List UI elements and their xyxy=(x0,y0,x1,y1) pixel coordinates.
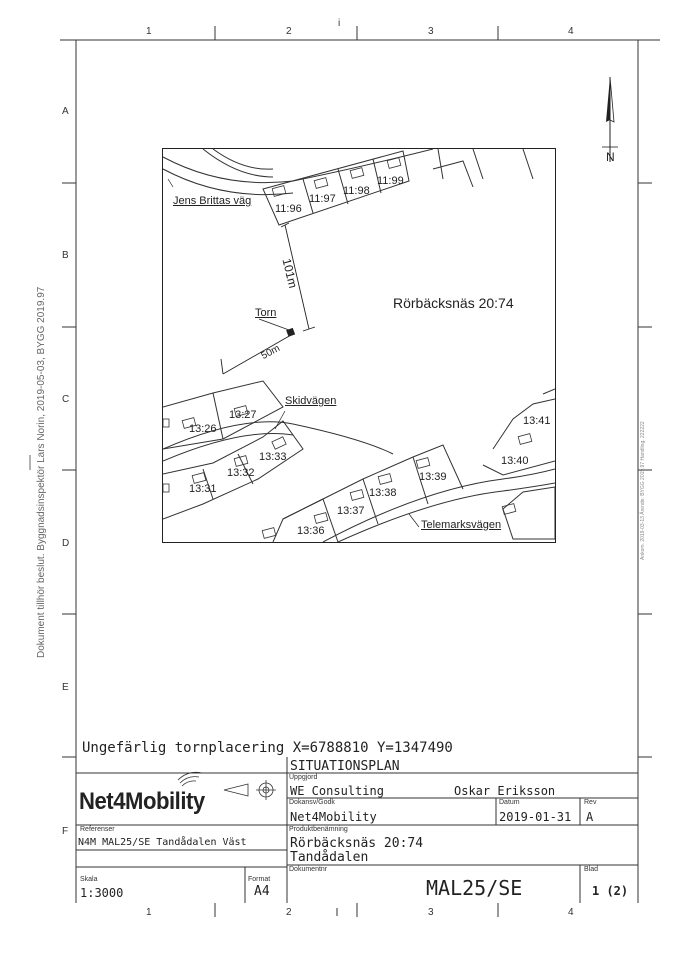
right-stamp-text: Ankom. 2019-03-13 Ärende: BYGG 2019.97 Handling: 222222 xyxy=(640,421,646,560)
lot-13-40: 13:40 xyxy=(501,455,529,467)
grid-col-1: 1 xyxy=(146,26,152,37)
dokansv-value: Net4Mobility xyxy=(290,810,377,824)
lot-13-37: 13:37 xyxy=(337,505,365,517)
grid-col-4: 4 xyxy=(568,26,574,37)
produkt-line1: Rörbäcksnäs 20:74 xyxy=(290,836,424,851)
north-label: N xyxy=(606,150,615,164)
produkt-line2: Tandådalen xyxy=(290,850,369,865)
referenser-label: Referenser xyxy=(80,826,115,833)
blad-value: 1 (2) xyxy=(592,884,629,898)
grid-row-c: C xyxy=(62,394,70,405)
dokumentnr-label: Dokumentnr xyxy=(289,866,328,873)
produkt-label: Produktbenämning xyxy=(289,826,348,833)
property-label: Rörbäcksnäs 20:74 xyxy=(393,295,514,311)
lot-13-39: 13:39 xyxy=(419,471,447,483)
tower-placement-text: Ungefärlig tornplacering X=6788810 Y=1347490 xyxy=(82,740,453,756)
lot-13-32: 13:32 xyxy=(227,467,255,479)
rev-label: Rev xyxy=(584,799,597,806)
tower-label: Torn xyxy=(255,307,277,319)
lot-11-97: 11:97 xyxy=(309,193,336,205)
datum-label: Datum xyxy=(499,799,520,806)
uppgjord-value: WE Consulting xyxy=(290,784,384,798)
road-label-telemarksvagen: Telemarksvägen xyxy=(421,519,502,531)
grid-col-2: 2 xyxy=(286,26,292,37)
road-label-skidvagen: Skidvägen xyxy=(285,395,337,407)
skala-value: 1:3000 xyxy=(80,886,124,900)
left-stamp-text: Dokument tillhör beslut. Byggnadsinspektör Lars Norin, 2019-05-03, BYGG 2019.97 xyxy=(36,286,47,658)
grid-col-1-bottom: 1 xyxy=(146,907,152,918)
grid-row-e: E xyxy=(62,682,69,693)
lot-13-26: 13:26 xyxy=(189,423,217,435)
lot-11-99: 11:99 xyxy=(377,175,404,187)
distance-50m: 50m xyxy=(259,343,282,362)
grid-row-a: A xyxy=(62,106,69,117)
grid-row-d: D xyxy=(62,538,70,549)
center-mark: i xyxy=(338,18,341,29)
grid-row-b: B xyxy=(62,250,69,261)
grid-row-f: F xyxy=(62,826,69,837)
lot-11-98: 11:98 xyxy=(343,185,370,197)
lot-13-38: 13:38 xyxy=(369,487,397,499)
blad-label: Blad xyxy=(584,866,599,873)
lot-11-96: 11:96 xyxy=(275,203,302,215)
lot-13-36: 13:36 xyxy=(297,525,325,537)
net4mobility-logo: Net4Mobility xyxy=(79,788,205,815)
author-name: Oskar Eriksson xyxy=(454,784,556,798)
format-value: A4 xyxy=(254,884,270,899)
plan-title: SITUATIONSPLAN xyxy=(290,759,400,774)
referenser-value: N4M MAL25/SE Tandådalen Väst xyxy=(78,837,247,848)
distance-101m: 101m xyxy=(279,257,301,290)
rev-value: A xyxy=(586,810,594,824)
dokumentnr-value: MAL25/SE xyxy=(426,876,523,900)
road-label-jens-brittas: Jens Brittas väg xyxy=(173,195,252,207)
grid-col-3: 3 xyxy=(428,26,434,37)
datum-value: 2019-01-31 xyxy=(499,810,572,824)
skala-label: Skala xyxy=(80,876,98,883)
grid-col-2-bottom: 2 xyxy=(286,907,292,918)
uppgjord-label: Uppgjord xyxy=(289,774,318,781)
lot-13-27: 13:27 xyxy=(229,409,257,421)
dokansv-label: Dokansv/Godk xyxy=(289,799,335,806)
lot-13-31: 13:31 xyxy=(189,483,217,495)
lot-13-33: 13:33 xyxy=(259,451,287,463)
grid-col-3-bottom: 3 xyxy=(428,907,434,918)
format-label: Format xyxy=(248,876,271,883)
grid-col-4-bottom: 4 xyxy=(568,907,574,918)
lot-13-41: 13:41 xyxy=(523,415,551,427)
